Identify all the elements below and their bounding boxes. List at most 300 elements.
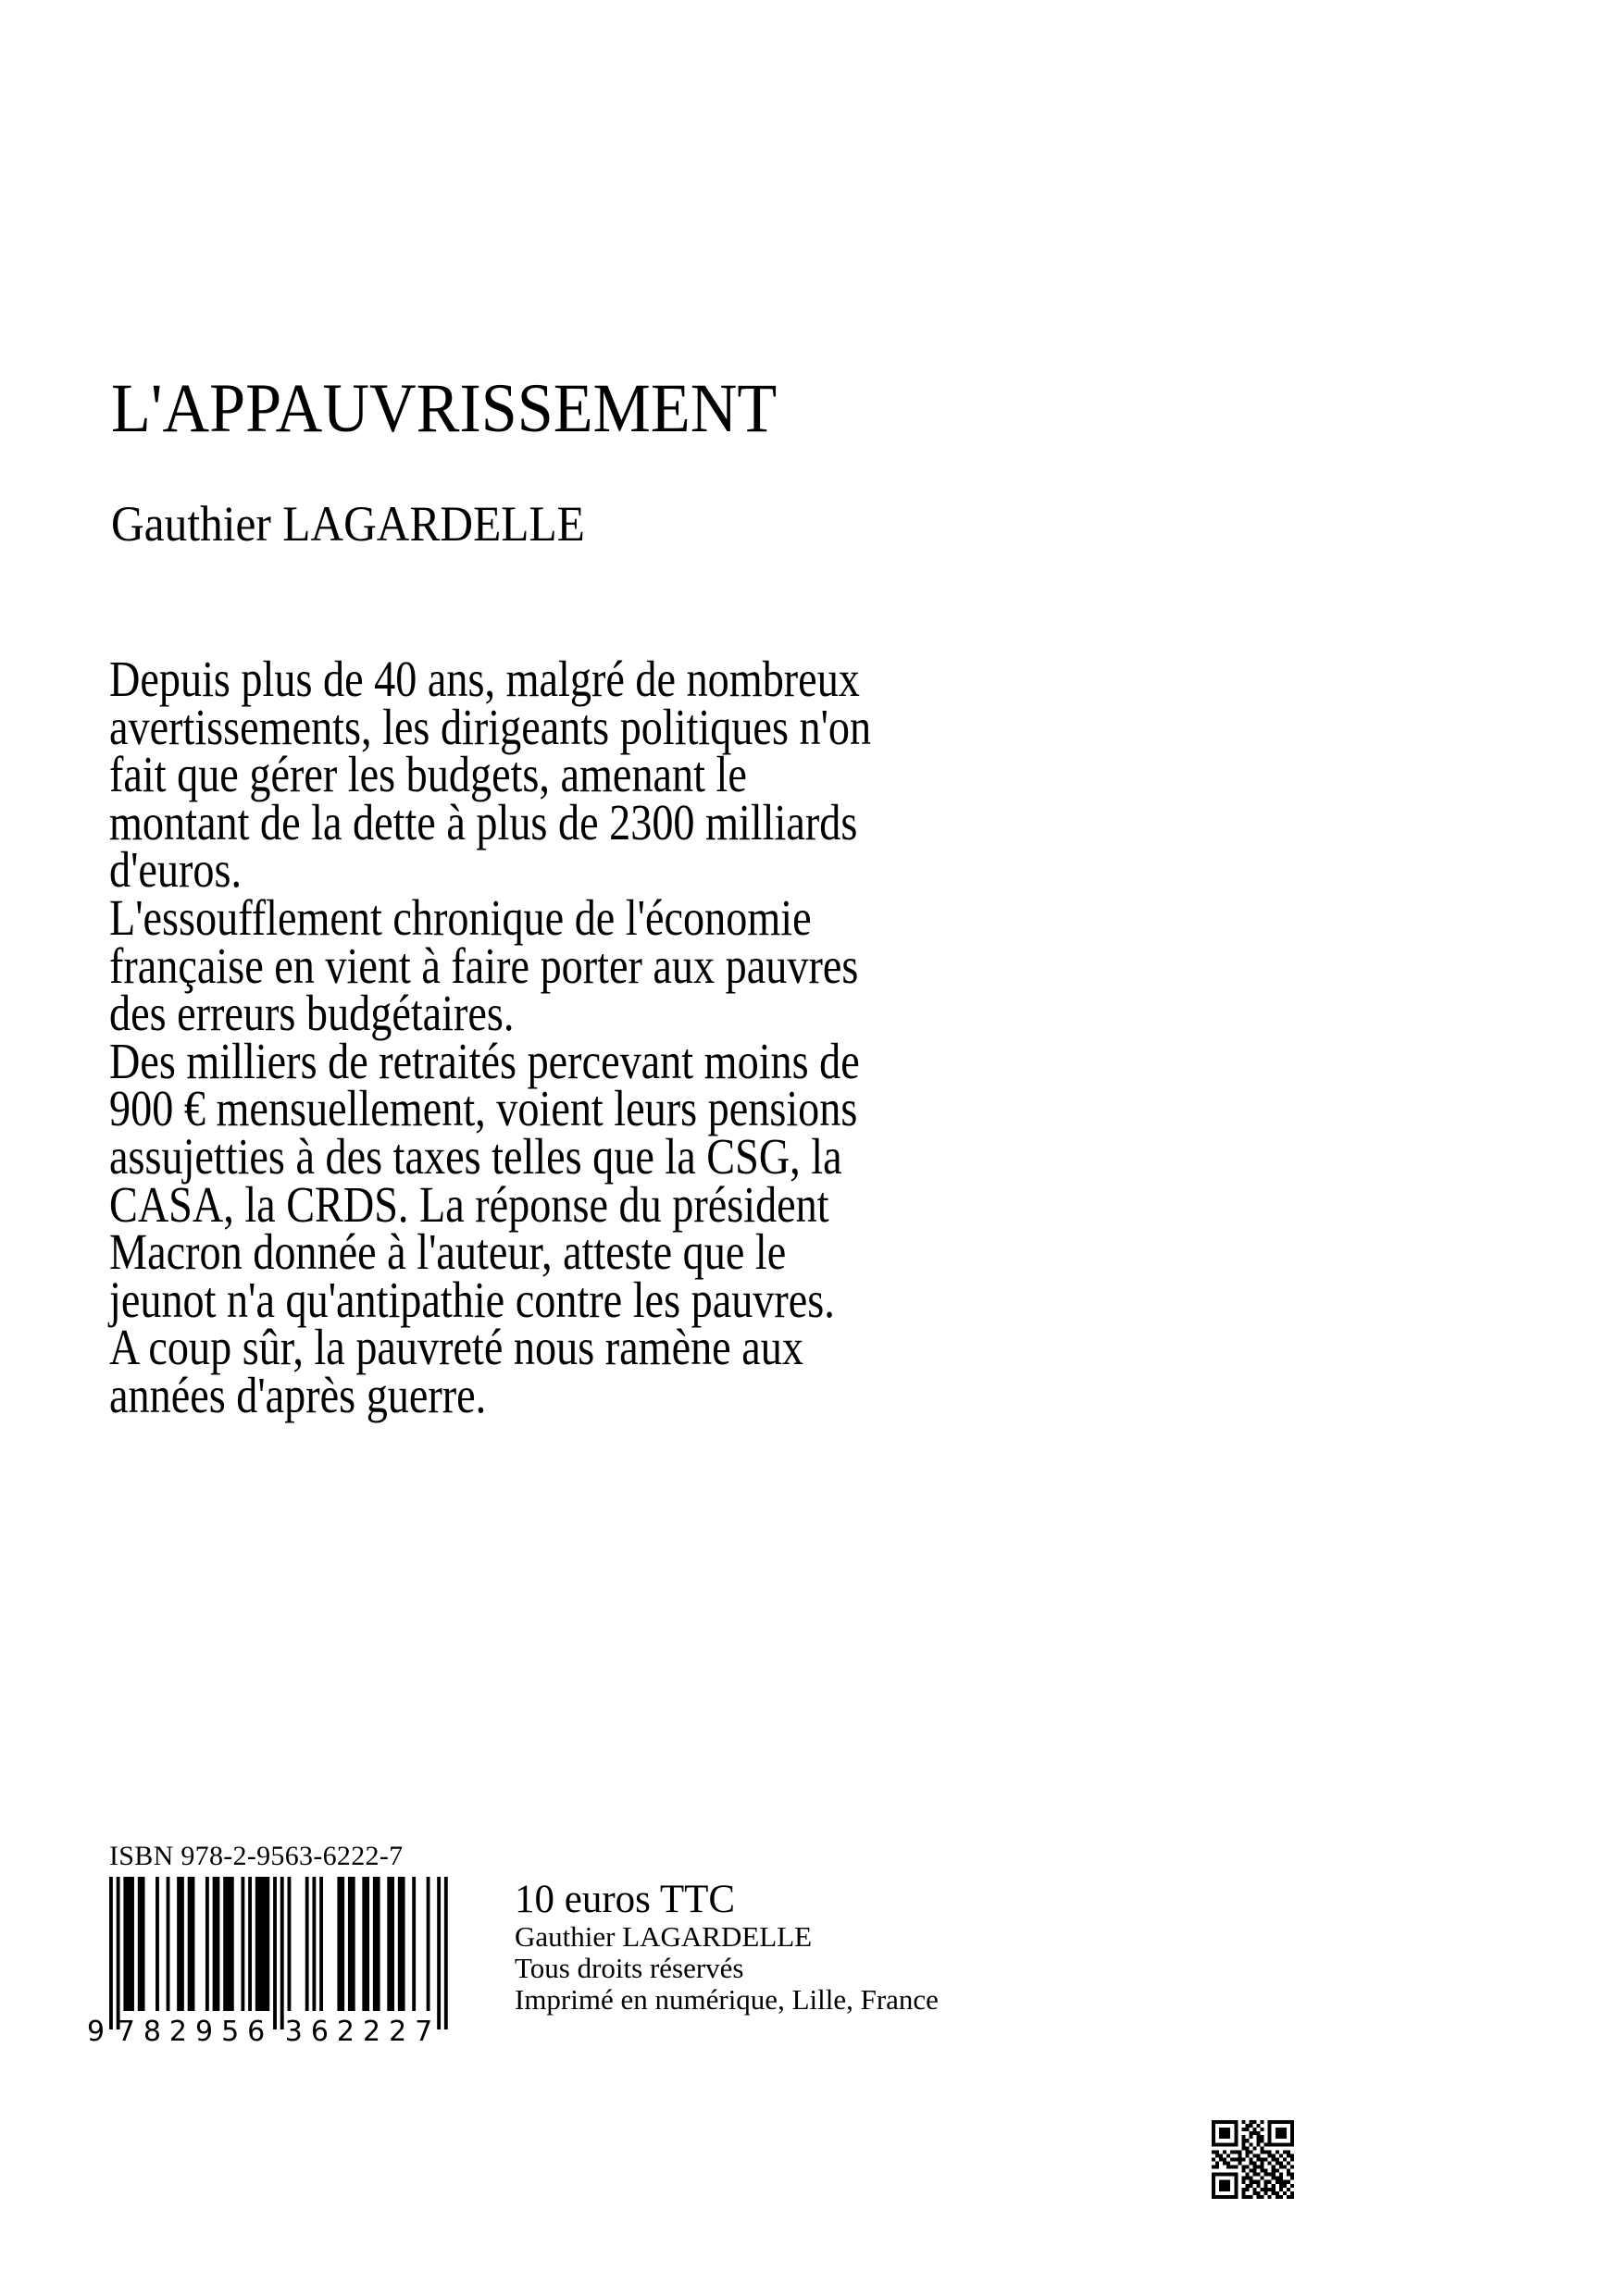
barcode-bar xyxy=(241,1877,244,2011)
qr-module xyxy=(1219,2128,1223,2131)
rights-line xyxy=(515,1953,939,1984)
barcode-bar xyxy=(312,1877,316,2011)
blurb-line xyxy=(109,1127,1016,1185)
barcode-bar xyxy=(412,1877,416,2011)
qr-module xyxy=(1234,2139,1238,2142)
qr-module xyxy=(1241,2120,1245,2124)
qr-module xyxy=(1241,2195,1245,2199)
qr-module xyxy=(1272,2188,1276,2191)
qr-module xyxy=(1249,2162,1252,2166)
qr-module xyxy=(1249,2157,1252,2161)
qr-module xyxy=(1234,2120,1238,2124)
qr-module xyxy=(1241,2146,1245,2150)
qr-module xyxy=(1226,2153,1230,2157)
qr-module xyxy=(1272,2153,1276,2157)
qr-module xyxy=(1257,2195,1261,2199)
qr-module xyxy=(1253,2188,1257,2191)
qr-module xyxy=(1290,2153,1294,2157)
qr-module xyxy=(1261,2150,1264,2153)
qr-module xyxy=(1279,2188,1283,2191)
qr-module xyxy=(1241,2142,1245,2146)
blurb-line xyxy=(109,1032,1016,1089)
qr-module xyxy=(1253,2162,1257,2166)
qr-module xyxy=(1283,2166,1287,2169)
qr-module xyxy=(1245,2188,1249,2191)
qr-module xyxy=(1226,2128,1230,2131)
qr-module xyxy=(1290,2191,1294,2195)
qr-module xyxy=(1234,2188,1238,2191)
qr-module xyxy=(1223,2135,1226,2139)
qr-module xyxy=(1287,2195,1290,2199)
qr-module xyxy=(1276,2162,1279,2166)
qr-module xyxy=(1268,2180,1272,2184)
qr-module xyxy=(1283,2184,1287,2188)
qr-module xyxy=(1261,2188,1264,2191)
qr-module xyxy=(1276,2195,1279,2199)
qr-module xyxy=(1241,2180,1245,2184)
blurb-line-text: A coup sûr, la pauvreté nous ramène aux xyxy=(109,1319,803,1376)
qr-module xyxy=(1279,2153,1283,2157)
qr-module xyxy=(1212,2131,1215,2135)
blurb-line-text: L'essoufflement chronique de l'économie xyxy=(109,888,812,946)
qr-module xyxy=(1257,2157,1261,2161)
blurb-line xyxy=(109,1175,1016,1233)
qr-module xyxy=(1238,2157,1241,2161)
qr-module xyxy=(1268,2195,1272,2199)
qr-module xyxy=(1253,2131,1257,2135)
qr-module xyxy=(1261,2157,1264,2161)
qr-module xyxy=(1257,2142,1261,2146)
qr-module xyxy=(1212,2120,1215,2124)
qr-module xyxy=(1223,2120,1226,2124)
qr-module xyxy=(1219,2135,1223,2139)
barcode-bar xyxy=(427,1877,430,2011)
qr-module xyxy=(1219,2153,1223,2157)
barcode-guard-bar xyxy=(117,1877,120,2029)
qr-module xyxy=(1287,2153,1290,2157)
qr-module xyxy=(1279,2166,1283,2169)
qr-module xyxy=(1261,2135,1264,2139)
printing-line xyxy=(515,1984,939,2016)
qr-module xyxy=(1223,2195,1226,2199)
qr-module xyxy=(1279,2173,1283,2177)
qr-module xyxy=(1219,2180,1223,2184)
qr-module xyxy=(1272,2169,1276,2173)
qr-module xyxy=(1241,2177,1245,2180)
blurb-line xyxy=(109,1223,1016,1281)
qr-module xyxy=(1249,2142,1252,2146)
qr-module xyxy=(1257,2180,1261,2184)
qr-module xyxy=(1249,2124,1252,2128)
qr-module xyxy=(1212,2150,1215,2153)
book-title-text: L'APPAUVRISSEMENT xyxy=(111,370,778,447)
barcode-bar xyxy=(205,1877,209,2011)
barcode-bar xyxy=(362,1877,369,2011)
qr-module xyxy=(1215,2142,1219,2146)
publisher-lines xyxy=(515,1921,939,2016)
qr-module xyxy=(1245,2184,1249,2188)
barcode-bars xyxy=(109,1877,448,2029)
back-cover-blurb xyxy=(109,651,1016,1423)
blurb-line-text: montant de la dette à plus de 2300 milliards xyxy=(109,793,858,850)
qr-module xyxy=(1215,2153,1219,2157)
qr-module xyxy=(1253,2120,1257,2124)
qr-module xyxy=(1276,2131,1279,2135)
qr-module xyxy=(1253,2153,1257,2157)
qr-module xyxy=(1272,2120,1276,2124)
qr-module xyxy=(1257,2153,1261,2157)
qr-module xyxy=(1212,2166,1215,2169)
qr-module xyxy=(1230,2150,1234,2153)
qr-module xyxy=(1245,2177,1249,2180)
qr-module xyxy=(1290,2131,1294,2135)
qr-module xyxy=(1257,2173,1261,2177)
qr-module xyxy=(1219,2184,1223,2188)
qr-module xyxy=(1249,2177,1252,2180)
qr-module xyxy=(1261,2177,1264,2180)
barcode-bar xyxy=(167,1877,170,2011)
qr-module xyxy=(1212,2142,1215,2146)
qr-module xyxy=(1212,2139,1215,2142)
qr-module xyxy=(1241,2139,1245,2142)
qr-module xyxy=(1234,2124,1238,2128)
qr-module xyxy=(1283,2191,1287,2195)
qr-module xyxy=(1264,2157,1268,2161)
qr-module xyxy=(1245,2153,1249,2157)
qr-module xyxy=(1241,2135,1245,2139)
qr-module xyxy=(1287,2142,1290,2146)
price-text: 10 euros TTC xyxy=(515,1878,736,1921)
book-author xyxy=(111,493,629,554)
publisher-author-line xyxy=(515,1921,939,1953)
qr-module xyxy=(1261,2139,1264,2142)
price xyxy=(515,1879,939,1921)
qr-module xyxy=(1219,2188,1223,2191)
qr-module xyxy=(1219,2195,1223,2199)
qr-module xyxy=(1212,2191,1215,2195)
qr-module xyxy=(1290,2195,1294,2199)
qr-modules xyxy=(1212,2120,1294,2199)
barcode-first-digit: 9 xyxy=(87,2016,106,2048)
qr-module xyxy=(1241,2157,1245,2161)
qr-module xyxy=(1234,2177,1238,2180)
blurb-line-text: fait que gérer les budgets, amenant le xyxy=(109,746,747,803)
qr-module xyxy=(1264,2150,1268,2153)
blurb-line xyxy=(109,888,1016,946)
barcode-bar xyxy=(305,1877,309,2011)
qr-module xyxy=(1276,2191,1279,2195)
qr-module xyxy=(1241,2169,1245,2173)
qr-module xyxy=(1290,2177,1294,2180)
qr-module xyxy=(1257,2124,1261,2128)
blurb-line xyxy=(109,698,1016,755)
blurb-line-text: 900 € mensuellement, voient leurs pensions xyxy=(109,1080,858,1137)
qr-module xyxy=(1238,2153,1241,2157)
qr-module xyxy=(1234,2173,1238,2177)
barcode-guard-bar xyxy=(444,1877,448,2029)
qr-module xyxy=(1241,2128,1245,2131)
qr-module xyxy=(1245,2139,1249,2142)
barcode-bar xyxy=(223,1877,234,2011)
qr-module xyxy=(1245,2195,1249,2199)
qr-module xyxy=(1253,2169,1257,2173)
qr-module xyxy=(1268,2153,1272,2157)
qr-module xyxy=(1276,2157,1279,2161)
qr-module xyxy=(1226,2135,1230,2139)
barcode-guard-bar xyxy=(109,1877,113,2029)
qr-module xyxy=(1272,2191,1276,2195)
qr-module xyxy=(1264,2142,1268,2146)
qr-module xyxy=(1283,2157,1287,2161)
qr-module xyxy=(1268,2150,1272,2153)
qr-module xyxy=(1234,2184,1238,2188)
qr-module xyxy=(1290,2124,1294,2128)
barcode-guard-bar xyxy=(437,1877,441,2029)
qr-module xyxy=(1234,2131,1238,2135)
qr-module xyxy=(1283,2180,1287,2184)
qr-module xyxy=(1287,2162,1290,2166)
qr-module xyxy=(1268,2173,1272,2177)
qr-module xyxy=(1290,2166,1294,2169)
qr-module xyxy=(1283,2120,1287,2124)
barcode-bar xyxy=(398,1877,405,2011)
qr-module xyxy=(1249,2150,1252,2153)
qr-module xyxy=(1234,2142,1238,2146)
barcode-bar xyxy=(177,1877,184,2011)
qr-module xyxy=(1230,2157,1234,2161)
blurb-line-text: années d'après guerre. xyxy=(109,1366,487,1423)
qr-module xyxy=(1226,2120,1230,2124)
qr-module xyxy=(1226,2142,1230,2146)
qr-module xyxy=(1219,2120,1223,2124)
qr-module xyxy=(1234,2128,1238,2131)
qr-module xyxy=(1276,2128,1279,2131)
qr-module xyxy=(1279,2128,1283,2131)
barcode-right-digits: 362227 xyxy=(284,2016,442,2048)
qr-module xyxy=(1245,2146,1249,2150)
qr-module xyxy=(1257,2184,1261,2188)
blurb-line xyxy=(109,1080,1016,1137)
qr-module xyxy=(1223,2142,1226,2146)
qr-module xyxy=(1219,2173,1223,2177)
barcode-bar xyxy=(138,1877,145,2011)
qr-module xyxy=(1290,2120,1294,2124)
qr-module xyxy=(1253,2191,1257,2195)
rights-text: Tous droits réservés xyxy=(515,1952,744,1984)
qr-module xyxy=(1261,2146,1264,2150)
qr-module xyxy=(1290,2135,1294,2139)
qr-module xyxy=(1226,2184,1230,2188)
qr-module xyxy=(1223,2173,1226,2177)
barcode-bar xyxy=(255,1877,269,2011)
isbn-label-text: ISBN 978-2-9563-6222-7 xyxy=(109,1841,404,1871)
qr-module xyxy=(1257,2131,1261,2135)
qr-module xyxy=(1261,2195,1264,2199)
qr-module xyxy=(1279,2184,1283,2188)
qr-module xyxy=(1264,2184,1268,2188)
qr-module xyxy=(1215,2120,1219,2124)
qr-module xyxy=(1234,2180,1238,2184)
qr-module xyxy=(1253,2146,1257,2150)
qr-module xyxy=(1279,2162,1283,2166)
qr-module xyxy=(1264,2191,1268,2195)
qr-module xyxy=(1223,2180,1226,2184)
qr-module xyxy=(1245,2173,1249,2177)
qr-module xyxy=(1261,2169,1264,2173)
barcode-bar xyxy=(373,1877,380,2011)
qr-module xyxy=(1268,2162,1272,2166)
blurb-line-text: des erreurs budgétaires. xyxy=(109,985,515,1042)
barcode-bar xyxy=(156,1877,159,2011)
qr-module xyxy=(1276,2135,1279,2139)
qr-module xyxy=(1212,2157,1215,2161)
qr-module xyxy=(1261,2128,1264,2131)
qr-module xyxy=(1223,2150,1226,2153)
qr-module xyxy=(1268,2131,1272,2135)
qr-module xyxy=(1223,2157,1226,2161)
qr-module xyxy=(1230,2142,1234,2146)
qr-module xyxy=(1261,2166,1264,2169)
blurb-line-text: Depuis plus de 40 ans, malgré de nombreux xyxy=(109,651,860,707)
qr-module xyxy=(1276,2120,1279,2124)
qr-module xyxy=(1245,2150,1249,2153)
qr-module xyxy=(1272,2184,1276,2188)
qr-module xyxy=(1287,2150,1290,2153)
qr-module xyxy=(1257,2135,1261,2139)
qr-module xyxy=(1283,2135,1287,2139)
qr-module xyxy=(1264,2173,1268,2177)
qr-module xyxy=(1268,2135,1272,2139)
blurb-line xyxy=(109,1319,1016,1376)
qr-module xyxy=(1234,2191,1238,2195)
qr-module xyxy=(1223,2184,1226,2188)
qr-module xyxy=(1287,2180,1290,2184)
barcode-bar xyxy=(188,1877,195,2011)
qr-module xyxy=(1249,2184,1252,2188)
qr-module xyxy=(1261,2120,1264,2124)
blurb-line-text: CASA, la CRDS. La réponse du président xyxy=(109,1175,829,1233)
qr-module xyxy=(1264,2169,1268,2173)
qr-module xyxy=(1290,2142,1294,2146)
barcode-bar xyxy=(288,1877,292,2011)
qr-module xyxy=(1279,2135,1283,2139)
qr-module xyxy=(1249,2135,1252,2139)
barcode-bar xyxy=(387,1877,394,2011)
barcode-bar xyxy=(248,1877,252,2011)
qr-module xyxy=(1215,2195,1219,2199)
qr-module xyxy=(1215,2166,1219,2169)
qr-module xyxy=(1272,2166,1276,2169)
qr-module xyxy=(1272,2177,1276,2180)
qr-module xyxy=(1287,2169,1290,2173)
qr-module xyxy=(1287,2188,1290,2191)
qr-module xyxy=(1257,2166,1261,2169)
qr-module xyxy=(1226,2162,1230,2166)
qr-module xyxy=(1249,2131,1252,2135)
qr-module xyxy=(1264,2188,1268,2191)
qr-module xyxy=(1212,2184,1215,2188)
qr-module xyxy=(1249,2195,1252,2199)
blurb-line-text: française en vient à faire porter aux pauvres xyxy=(109,937,859,994)
qr-module xyxy=(1234,2195,1238,2199)
blurb-line-text: avertissements, les dirigeants politiques n'on xyxy=(109,698,872,755)
qr-module xyxy=(1268,2188,1272,2191)
qr-module xyxy=(1268,2120,1272,2124)
qr-module xyxy=(1268,2128,1272,2131)
qr-module xyxy=(1241,2191,1245,2195)
qr-module xyxy=(1253,2180,1257,2184)
barcode-bar xyxy=(348,1877,355,2011)
qr-module xyxy=(1230,2173,1234,2177)
qr-module xyxy=(1272,2142,1276,2146)
barcode-bar xyxy=(123,1877,134,2011)
qr-module xyxy=(1215,2162,1219,2166)
qr-module xyxy=(1276,2180,1279,2184)
qr-module xyxy=(1215,2150,1219,2153)
blurb-line-text: Des milliers de retraités percevant moins de xyxy=(109,1032,860,1089)
qr-module xyxy=(1249,2120,1252,2124)
book-author-text: Gauthier LAGARDELLE xyxy=(111,496,585,552)
qr-module xyxy=(1279,2142,1283,2146)
qr-module xyxy=(1253,2166,1257,2169)
blurb-line xyxy=(109,985,1016,1042)
ean13-barcode xyxy=(74,1874,463,2050)
qr-module xyxy=(1245,2128,1249,2131)
qr-code[interactable] xyxy=(1212,2120,1294,2203)
qr-module xyxy=(1276,2177,1279,2180)
qr-module xyxy=(1234,2157,1238,2161)
qr-module xyxy=(1226,2195,1230,2199)
qr-module xyxy=(1257,2139,1261,2142)
blurb-line xyxy=(109,937,1016,994)
qr-module xyxy=(1272,2173,1276,2177)
qr-module xyxy=(1249,2180,1252,2184)
qr-module xyxy=(1287,2173,1290,2177)
qr-module xyxy=(1279,2177,1283,2180)
barcode-left-digits: 782956 xyxy=(117,2016,274,2048)
qr-module xyxy=(1279,2131,1283,2135)
qr-module xyxy=(1261,2162,1264,2166)
qr-module xyxy=(1234,2166,1238,2169)
qr-module xyxy=(1283,2142,1287,2146)
qr-module xyxy=(1253,2128,1257,2131)
qr-module xyxy=(1276,2142,1279,2146)
qr-module xyxy=(1238,2150,1241,2153)
blurb-line xyxy=(109,793,1016,850)
barcode-bar xyxy=(337,1877,344,2011)
qr-module xyxy=(1223,2188,1226,2191)
qr-module xyxy=(1226,2180,1230,2184)
qr-module xyxy=(1212,2195,1215,2199)
qr-module xyxy=(1212,2124,1215,2128)
qr-module xyxy=(1249,2169,1252,2173)
qr-module xyxy=(1234,2150,1238,2153)
qr-module xyxy=(1230,2195,1234,2199)
blurb-line xyxy=(109,1366,1016,1423)
publisher-info-block xyxy=(515,1879,939,2016)
blurb-line-text: assujetties à des taxes telles que la CSG, la xyxy=(109,1127,842,1185)
qr-module xyxy=(1245,2124,1249,2128)
qr-module xyxy=(1257,2191,1261,2195)
qr-module xyxy=(1283,2128,1287,2131)
qr-module xyxy=(1268,2142,1272,2146)
blurb-line-text: Macron donnée à l'auteur, atteste que le xyxy=(109,1223,787,1281)
qr-module xyxy=(1268,2139,1272,2142)
qr-module xyxy=(1272,2157,1276,2161)
book-title xyxy=(111,368,823,450)
qr-module xyxy=(1290,2173,1294,2177)
qr-module xyxy=(1245,2166,1249,2169)
